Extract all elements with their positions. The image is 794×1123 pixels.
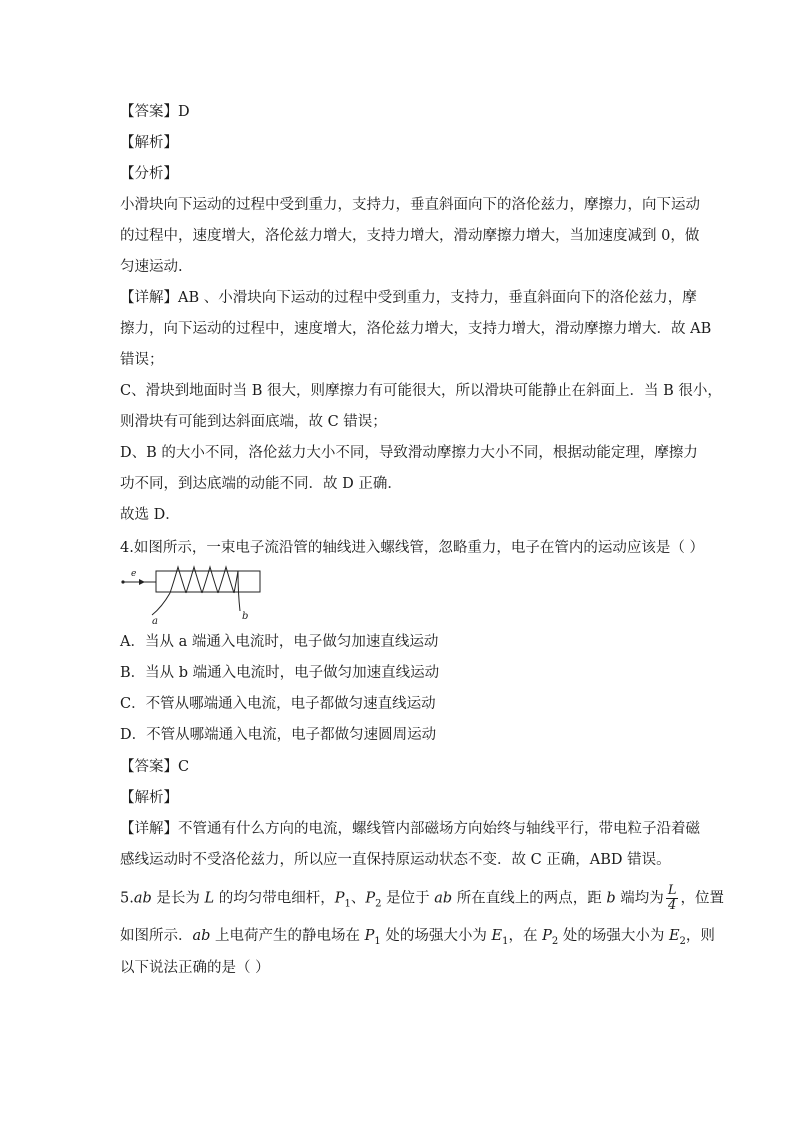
- label-b: b: [242, 611, 249, 622]
- option-b: B．当从 b 端通入电流时，电子做匀加速直线运动: [120, 665, 440, 681]
- analysis-line: 匀速运动.: [120, 259, 183, 275]
- solenoid-coil: [152, 567, 240, 615]
- final-choice-q3: 故选 D．: [120, 507, 180, 523]
- fenxi-label-q3: 【分析】: [120, 166, 178, 182]
- solenoid-figure: [118, 563, 268, 625]
- option-a: A．当从 a 端通入电流时，电子做匀加速直线运动: [120, 634, 439, 650]
- question-5-line-3: 以下说法正确的是（ ）: [120, 960, 270, 976]
- analysis-label-q4: 【解析】: [120, 790, 178, 806]
- label-e: e: [131, 569, 137, 579]
- lead-b-wire: [238, 571, 240, 611]
- answer-label-q3: 【答案】D: [120, 104, 190, 120]
- electron-source-dot: [121, 580, 124, 583]
- detail-line: 擦力，向下运动的过程中，速度增大，洛伦兹力增大，支持力增大，滑动摩擦力增大．故 AB: [120, 321, 712, 337]
- detail-line: C、滑块到地面时当 B 很大，则摩擦力有可能很大，所以滑块可能静止在斜面上．当 B 很小，: [120, 383, 722, 399]
- arrow-icon: [139, 579, 145, 585]
- detail-line: D、B 的大小不同，洛伦兹力大小不同，导致滑动摩擦力大小不同，根据动能定理，摩擦力: [120, 445, 698, 461]
- detail-line: 【详解】AB 、小滑块向下运动的过程中受到重力，支持力，垂直斜面向下的洛伦兹力，摩: [120, 290, 697, 306]
- answer-label-q4: 【答案】C: [120, 759, 190, 775]
- question-4-stem: 4.如图所示，一束电子流沿管的轴线进入螺线管，忽略重力，电子在管内的运动应该是（ ）: [120, 540, 704, 556]
- fraction-l-over-4: $\frac{L}{4}$: [667, 883, 677, 913]
- detail-line: 错误；: [120, 352, 164, 368]
- option-d: D．不管从哪端通入电流，电子都做匀速圆周运动: [120, 727, 437, 743]
- question-5-line-1: 5.ab 是长为 L 的均匀带电细杆，$P_1$、$P_2$ 是位于 ab 所在直线上的两点，距 b 端均为 $\frac{L}{4}$ ，位置: [120, 883, 724, 913]
- detail-line: 感线运动时不受洛伦兹力，所以应一直保持原运动状态不变．故 C 正确，ABD 错误。: [120, 852, 671, 868]
- detail-line: 则滑块有可能到达斜面底端，故 C 错误；: [120, 414, 387, 430]
- label-a: a: [152, 616, 158, 625]
- option-c: C．不管从哪端通入电流，电子都做匀速直线运动: [120, 696, 436, 712]
- analysis-line: 小滑块向下运动的过程中受到重力，支持力，垂直斜面向下的洛伦兹力，摩擦力，向下运动: [120, 197, 700, 213]
- analysis-line: 的过程中，速度增大，洛伦兹力增大，支持力增大，滑动摩擦力增大，当加速度减到 0，做: [120, 228, 700, 244]
- detail-line: 功不同，到达底端的动能不同．故 D 正确．: [120, 476, 402, 492]
- question-5-line-2: 如图所示．ab 上电荷产生的静电场在 $P_1$ 处的场强大小为 $E_1$，在 $P_2$ 处的场强大小为 $E_2$，则: [120, 928, 715, 947]
- detail-line: 【详解】不管通有什么方向的电流，螺线管内部磁场方向始终与轴线平行，带电粒子沿着磁: [120, 821, 700, 837]
- lead-a-wire: [152, 593, 170, 615]
- analysis-label-q3: 【解析】: [120, 135, 178, 151]
